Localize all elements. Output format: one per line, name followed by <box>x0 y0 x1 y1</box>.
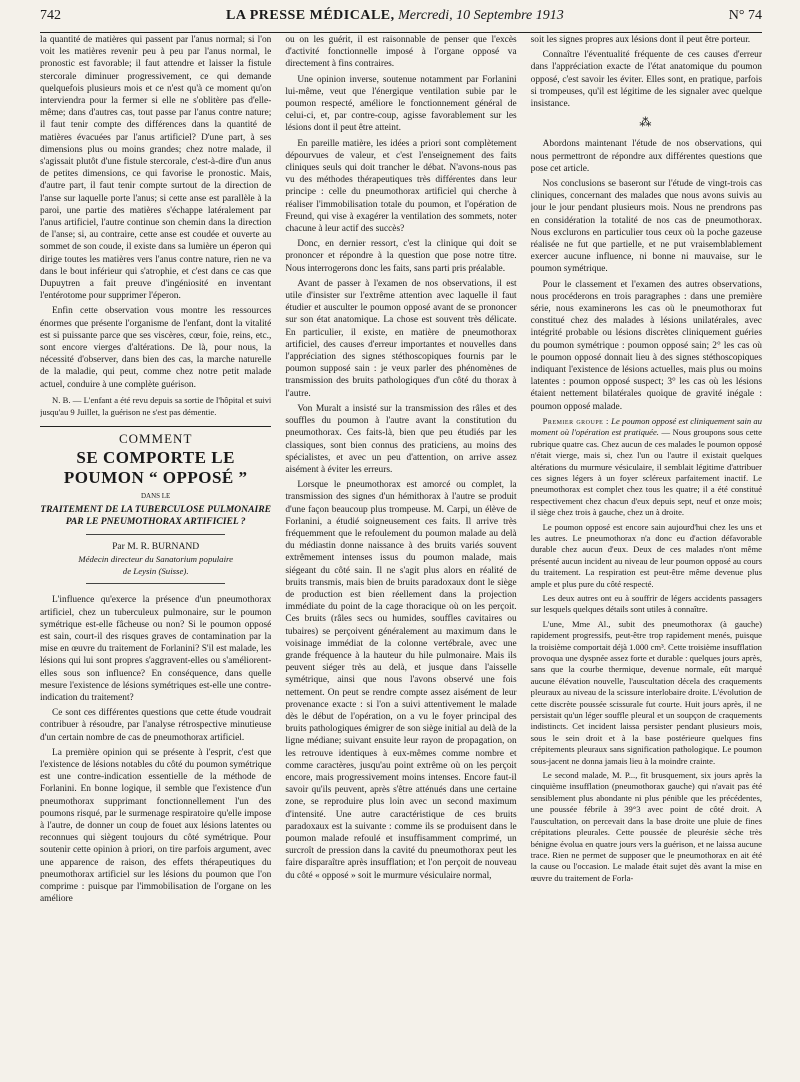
author: Par M. R. BURNAND <box>112 540 200 552</box>
journal-title <box>226 8 564 24</box>
paragraph: Donc, en dernier ressort, c'est la clinique qui doit se prononcer et répondre à la question que pose notre titre. Nous interrogerons donc les faits, sans parti pris préalable. <box>285 239 517 274</box>
paragraph: Pour le classement et l'examen des autres observations, nous procéderons en trois paragraphes : dans une première série, nous examinerons les cas où le pneumothorax fut constitué chez des malades à lésions unilatérales, avec intégrité probable ou lésions discrètes cliniquement guéries du poumon symétrique : poumon opposé sain; 2° les cas où le poumon opposé donnait lieu à des signes stéthoscopiques indiquant l'existence de lésions actuelles, mais plus ou moins latentes : poumon opposé suspect; 3° les cas où les lésions étaient nettement bilatérales quoique de gravité inégale : poumon opposé malade. <box>530 279 762 412</box>
paragraph: Lorsque le pneumothorax est amorcé ou complet, la transmission des signes d'un hémithorax à l'autre se produit d'une façon beaucoup plus trompeuse. M. Carpi, un élève de Forlanini, a étudié soigneusement ces faits. Il arrive très fréquemment que le refoulement du poumon malade au delà du médiastin donne naissance à des bruits variés souvent extrêmement intenses issus du poumon malade, mais siégeant du côté sain. Il ne s'agit plus alors en réalité de bruits transmis, mais bien de bruits paradoxaux dont le siège de production est bien réellement dans la projection immédiate du point de la cage thoracique où on les perçoit. Ces bruits (râles secs ou humides, souffles cavitaires ou tubaires) se perçoivent généralement au maximum dans le voisinage immédiat de la colonne vertébrale, avec une grande fréquence à la hauteur du hile pulmonaire. Mais ils peuvent siéger très au delà, et jusque dans l'aisselle symétrique, ainsi que nous l'avons observé une fois nettement. On peut se rendre compte assez aisément de leur provenance exacte : si l'on a suivi attentivement le malade dès le début de l'opération, on a vu le foyer principal des bruits pathologiques émigrer de son siège initial au delà de la ligne médiane; suivant ensuite leur rayon de propagation, on les retrouve identiques à eux-mêmes comme nombre et comme caractères, jusqu'au point extrême où on les perçoit encore, mais progressivement moins intenses. Encore faut-il savoir qu'ils peuvent, après s'être atténués dans une certaine zone, se reproduire plus loin avec un second maximum d'intensité. Une autre caractéristique de ces bruits paradoxaux est la suivante : comme ils se produisent dans le poumon malade refoulé et insuffisamment comprimé, un surcroît de pression dans la cavité du pneumothorax peut les faire disparaître après insufflation; et l'on perçoit de nouveau du côté « opposé » soit le murmure vésiculaire normal, <box>285 480 517 881</box>
column-3 <box>531 34 762 1078</box>
issue-number: N° 74 <box>728 8 762 23</box>
paragraph: Ce sont ces différentes questions que cette étude voudrait contribuer à résoudre, par l'analyse rétrospective minutieuse d'un certain nombre de cas de pneumothorax artificiel. <box>40 708 272 743</box>
paragraph: Le poumon opposé est encore sain aujourd'hui chez les uns et les autres. Le pneumothorax n'a donc eu d'action défavorable durable chez aucun d'eux. Deux de ces malades n'ont même présenté aucun incident au niveau de leur poumon opposé au cours du traitement. La respiration est peut-être même devenue plus ample et plus pure du côté respecté. <box>530 521 762 589</box>
page-number: 742 <box>40 8 61 23</box>
paragraph: Avant de passer à l'examen de nos observations, il est utile d'insister sur l'extrême attention avec laquelle il faut étudier et ausculter le poumon opposé avant de se prononcer sur son état anatomique. La chose est souvent très délicate. En particulier, il existe, en matière de pneumothorax artificiel, des causes d'erreur importantes et nouvelles dans l'appréciation des signes stéthoscopiques fournis par le poumon supposé sain : je veux parler des phénomènes de transmission des bruits pathologiques d'un côté du thorax à l'autre. <box>285 278 517 399</box>
group-text: — Nous groupons sous cette rubrique quatre cas. Chez aucun de ces malades le poumon opposé n'était vierge, mais si, chez l'un ou l'autre il existait quelques altérations du murmure vésiculaire, il semblait légitime d'attribuer ces signes légers à un foyer scléreux parfaitement inactif. Le pneumothorax est complet chez tous les quatre; il a été constitué respectivement chez chacun d'eux depuis sept, neuf et onze mois; il siège chez trois à gauche, chez un à droite. <box>530 427 762 518</box>
paragraph: Nos conclusions se baseront sur l'étude de vingt-trois cas cliniques, concernant des malades que nous avons suivis au jour le jour pendant plusieurs mois. Nous ne prendrons pas en considération la totalité de nos cas de pneumothorax. Nous exclurons en particulier tous ceux où la poche gazeuse réalisée ne fut que partielle, et ne put vraisemblablement exercer aucune influence, ni bonne ni mauvaise, sur le poumon symétrique. <box>530 179 762 275</box>
paragraph: L'une, Mme Al., subit des pneumothorax (à gauche) rapidement progressifs, peut-être trop rapidement menés, puisque la troisième comportait déjà 1.000 cm³. Cette troisième insufflation provoqua une dyspnée assez forte et durable : quelques jours après, sans que la courbe thermique, devenue normale, eût marqué aucune élévation nouvelle, l'auscultation décela des craquements pleuraux au niveau de la scissure interlobaire droite. L'évolution de cette discrète poussée scissurale fut courte. Huit jours après, il ne persistait qu'un léger souffle pleural et un soupçon de craquements indistincts. Cet incident laissa persister pendant plusieurs mois, sous le sein droit et à la base postérieure quelques fins crépitements pleuraux sans signification pathologique. Le poumon sous-jacent ne donna jamais lieu à la moindre crainte. <box>530 618 762 766</box>
paragraph: Les deux autres ont eu à souffrir de légers accidents passagers sur lesquels quelques détails sont utiles à connaître. <box>530 592 762 615</box>
article-subtitle-2: PAR LE PNEUMOTHORAX ARTIFICIEL ? <box>65 515 246 527</box>
paragraph: L'influence qu'exerce la présence d'un pneumothorax artificiel, chez un tuberculeux pulmonaire, sur le poumon symétrique est-elle fâcheuse ou non? Si le poumon opposé est sain, court-il des risques graves de contamination par la mise en œuvre du traitement de Forlanini? S'il est malade, les lésions qui lui sont propres s'aggravent-elles ou s'améliorent-elles sous son influence? En conséquence, dans quelle mesure l'existence de lésions symétriques est-elle une contre-indication du traitement? <box>40 595 272 703</box>
paragraph: Une opinion inverse, soutenue notamment par Forlanini lui-même, veut que l'énergique ventilation subie par le poumon respecté, améliore le fonctionnement général de celui-ci, et, par contre-coup, agisse favorablement sur les lésions dont il peut être atteint. <box>285 74 517 134</box>
group-title: Le poumon opposé est cliniquement sain au moment où l'opération est pratiquée. <box>530 415 762 438</box>
short-divider <box>86 583 225 584</box>
title-comment: COMMENT <box>118 431 193 447</box>
page-header <box>40 8 762 33</box>
divider <box>40 426 271 427</box>
article-title-block <box>40 433 271 584</box>
paragraph: Enfin cette observation vous montre les ressources énormes que présente l'organisme de l'enfant, dont la vitalité est si puissante parce que ses viscères, cœur, foie, reins, etc., sont encore vierges d'altérations. De là, pour nous, la nécessité d'observer, dans bien des cas, la marche naturelle de la maladie, qui peut, comme chez notre petit malade actuel, conduire à une complète guérison. <box>40 306 272 390</box>
affiliation-1: Médecin directeur du Sanatorium populaire <box>78 553 234 564</box>
paragraph: Le second malade, M. P..., fit brusquement, six jours après la cinquième insufflation (pneumothorax gauche) qui n'avait pas été sensiblement plus abondante ni plus pénible que les précédentes, une poussée fébrile à 39°3 avec point de côté droit. A l'auscultation, on percevait dans la base droite une pluie de fines crépitations pleurales. Cette poussée de pleurésie sèche très bénigne évolua en quatre jours vers la guérison, et ne laissa aucune trace. Rien ne permet de supposer que le pneumothorax en ait été la cause ou l'occasion. Le malade était sujet dès avant la mise en œuvre du traitement de Forla- <box>530 770 762 883</box>
asterism-separator: ⁂ <box>639 115 654 130</box>
note-paragraph: N. B. — L'enfant a été revu depuis sa sortie de l'hôpital et suivi jusqu'au 9 Juillet, la guérison ne s'est pas démentie. <box>40 394 272 418</box>
paragraph: la quantité de matières qui passent par l'anus normal; si l'on voit les matières revenir peu à peu par l'anus normal, le pronostic est favorable; il faut attendre et laisser la fistule stercorale diminuer progressivement, ce qui demande quelquefois plusieurs mois et ce n'est qu'à ce moment qu'on interviendra pour la fermer si elle ne s'oblitère pas d'elle-même; dans d'autres cas, tout passe par l'anus contre nature; il faut tenir compte des différences dans la quantité de matières évacuées par l'anus artificiel? D'une part, à ses dimensions plus ou moins grandes; chez notre malade, il s'agissait plutôt d'une fistule stercorale, c'est-à-dire d'un anus de petites dimensions, ce qui favorise le pronostic. Mais, d'autre part, il faut tenir compte surtout de la direction de l'anse sur laquelle porte l'anus; si cette anse est parallèle à la paroi, une partie des matières s'échappe latéralement par l'anus artificiel, l'autre continue son chemin dans la direction de l'anse; si, au contraire, cette anse est coudée et ouverte au sommet de son coude, il existe dans sa lumière un éperon qui dirige toutes les matières vers l'anus contre nature, rien ne va dans le bout inférieur qui s'atrophie, et c'est dans ce cas que Dupuytren a fait preuve d'ingéniosité en inventant l'entérotome pour supprimer l'éperon. <box>40 35 272 302</box>
paragraph: soit les signes propres aux lésions dont il peut être porteur. <box>530 35 751 45</box>
affiliation-2: de Leysin (Suisse). <box>122 566 189 577</box>
text-columns <box>40 34 762 1078</box>
group-paragraph <box>531 416 762 519</box>
issue-date: Mercredi, 10 Septembre 1913 <box>398 8 564 23</box>
group-label: Premier groupe : <box>542 415 609 426</box>
column-1 <box>40 34 271 1078</box>
paragraph: Abordons maintenant l'étude de nos observations, qui nous permettront de répondre aux différentes questions que pose cet article. <box>530 139 762 174</box>
article-title: SE COMPORTE LE POUMON “ OPPOSÉ ” <box>63 447 248 487</box>
paragraph: La première opinion qui se présente à l'esprit, c'est que l'existence de lésions notables du côté du poumon symétrique est une contre-indication essentielle de la méthode de Forlanini. En bonne logique, il semble que l'existence d'un pneumothorax supprimant fonctionnellement l'un des poumons risqué, par le surmenage respiratoire qu'elle impose à l'autre, de donner un coup de fouet aux lésions latentes ou reconnues qui siègent toujours du côté symétrique. Pour soutenir cette opinion à priori, on tire parfois argument, avec une apparence de raison, des effets thérapeutiques du pneumothorax artificiel sur les lésions du poumon que l'on comprime : puisque par l'immobilisation de l'organe on les améliore <box>40 747 272 905</box>
paragraph: ou on les guérit, il est raisonnable de penser que l'excès d'activité fonctionnelle imposé à l'organe opposé va directement à fins contraires. <box>285 35 517 70</box>
article-subtitle-1: TRAITEMENT DE LA TUBERCULOSE PULMONAIRE <box>40 503 272 515</box>
title-dans: DANS LE <box>140 491 171 500</box>
journal-name: LA PRESSE MÉDICALE, <box>226 8 395 23</box>
paragraph: Connaître l'éventualité fréquente de ces causes d'erreur dans l'appréciation exacte de l'état anatomique du poumon opposé, c'est savoir les éviter. Elles sont, en pratique, parfois si trompeuses, qu'il est légitime de les signaler avec quelque insistance. <box>530 50 762 110</box>
column-2 <box>285 34 516 1078</box>
paragraph: En pareille matière, les idées a priori sont complètement dépourvues de valeur, et c'est l'enseignement des faits cliniques seuls qui doit trancher le débat. N'avons-nous pas vu des méthodes thérapeutiques très différentes dans leur principe : celle du pneumothorax artificiel qui cherche à réaliser l'immobilisation totale du poumon, et l'opération de Freund, qui vise à exagérer la ventilation des sommets, noter chacune à leur actif des succès? <box>285 138 517 235</box>
paragraph: Von Muralt a insisté sur la transmission des râles et des souffles du poumon à l'autre avant la constitution du pneumothorax. Ces faits-là, bien que peu étudiés par les classiques, sont bien connus des praticiens, au moins des spécialistes, et avec un peu d'attention, on arrive assez aisément à éviter les erreurs. <box>285 403 517 475</box>
short-divider <box>86 534 225 535</box>
